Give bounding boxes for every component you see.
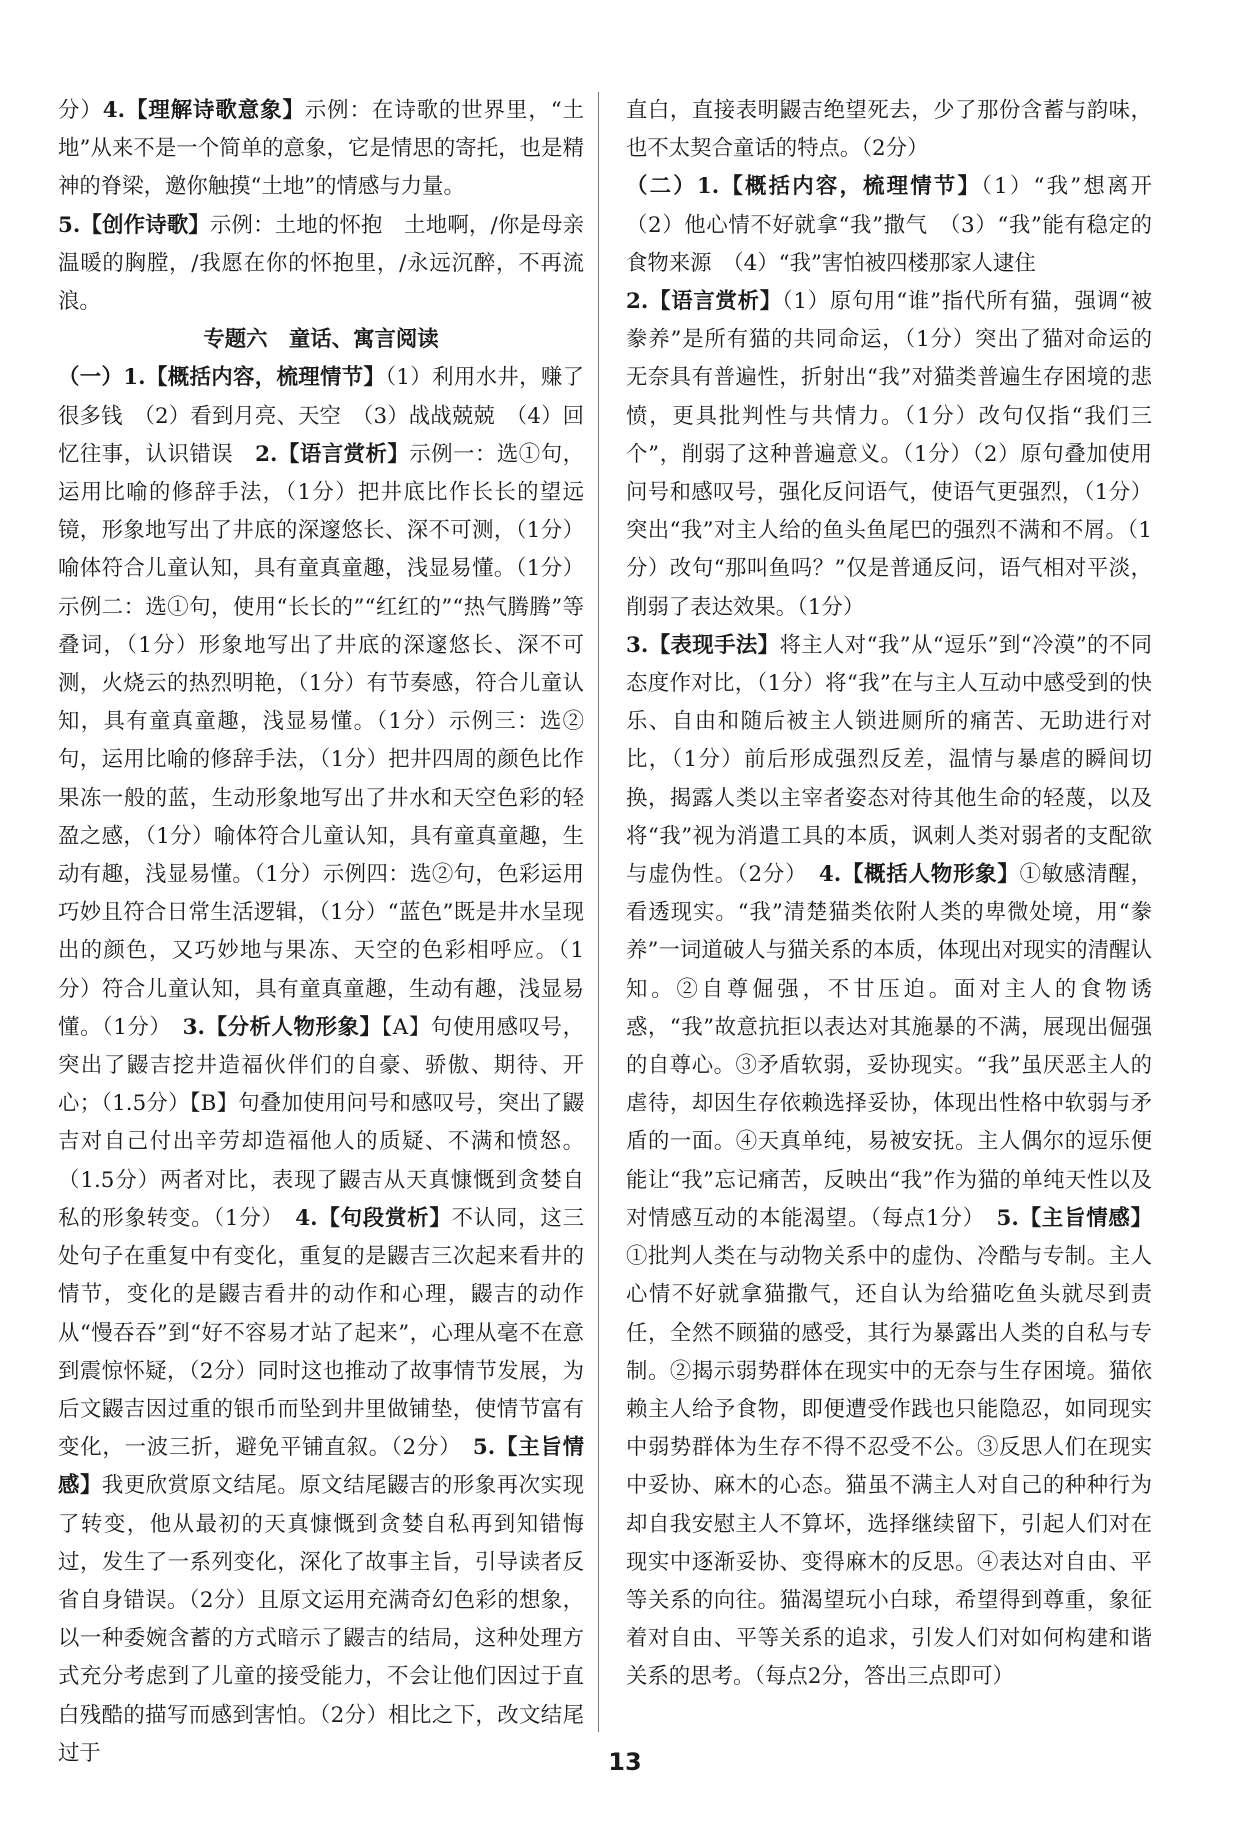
question-type-tag: 【理解诗歌意象】 <box>125 98 305 123</box>
question-number: 4. <box>102 98 126 123</box>
answer-text: 示例一：选①句，运用比喻的修辞手法，（1分）把井底比作长长的望远镜，形象地写出了井底的深邃悠长、深不可测，（1分）喻体符合儿童认知，具有童真童趣，浅显易懂。（1分）示例二：选①句，使用“长长的”“红红的”“热气腾腾”等叠词，（1分）形象地写出了井底的深邃悠长、深不可测，火烧云的热烈明艳，（1分）有节奏感，符合儿童认知，具有童真童趣，浅显易懂。（1分）示例三：选②句，运用比喻的修辞手法，（1分）把井四周的颜色比作果冻一般的蓝，生动形象地写出了井水和天空色彩的轻盈之感，（1分）喻体符合儿童认知，具有童真童趣，生动有趣，浅显易懂。（1分）示例四：选②句，色彩运用巧妙且符合日常生活逻辑，（1分）“蓝色”既是井水呈现出的颜色，又巧妙地与果冻、天空的色彩相呼应。（1分）符合儿童认知，具有童真童趣，生动有趣，浅显易懂。（1分） <box>58 441 584 1040</box>
question-number: 3. <box>182 1014 206 1040</box>
question-number: 5. <box>58 212 81 238</box>
question-type-tag: 【概括人物形象】 <box>841 862 1020 888</box>
section-title: 专题六 童话、寓言阅读 <box>203 327 439 353</box>
question-number: 4. <box>818 862 842 888</box>
left-paragraph-3 <box>58 359 584 1773</box>
answer-text: （1）原句用“谁”指代所有猫，强调“被豢养”是所有猫的共同命运，（1分）突出了猫对命运的无奈具有普遍性，折射出“我”对猫类普遍生存困境的悲愤，更具批判性与共情力。（1分）改句仅指“我们三个”，削弱了这种普遍意义。（1分）（2）原句叠加使用问号和感叹号，强化反问语气，使语气更强烈，（1分）突出“我”对主人给的鱼头鱼尾巴的强烈不满和不屑。（1分）改句“那叫鱼吗？”仅是普通反问，语气相对平淡，削弱了表达效果。（1分） <box>626 289 1152 620</box>
left-paragraph-2 <box>58 207 584 322</box>
question-type-tag: 【句段赏析】 <box>317 1205 452 1231</box>
right-paragraph-1: 直白，直接表明鼹吉绝望死去，少了那份含蓄与韵味，也不太契合童话的特点。（2分） <box>626 98 1152 162</box>
answer-text: ①批判人类在与动物关系中的虚伪、冷酷与专制。主人心情不好就拿猫撒气，还自认为给猫吃鱼头就尽到责任，全然不顾猫的感受，其行为暴露出人类的自私与专制。②揭示弱势群体在现实中的无奈与生存困境。猫依赖主人给予食物，即便遭受作践也只能隐忍，如同现实中弱势群体为生存不得不忍受不公。③反思人们在现实中妥协、麻木的心态。猫虽不满主人对自己的种种行为却自我安慰主人不算坏，选择继续留下，引起人们对在现实中逐渐妥协、变得麻木的反思。④表达对自由、平等关系的向往。猫渴望玩小白球，希望得到尊重，象征着对自由、平等关系的追求，引发人们对如何构建和谐关系的思考。（每点2分，答出三点即可） <box>626 1244 1152 1690</box>
question-number: 2. <box>255 441 278 467</box>
question-type-tag: 【主旨情感】 <box>58 1435 584 1499</box>
answer-text: 不认同，这三处句子在重复中有变化，重复的是鼹吉三次起来看井的情节，变化的是鼹吉看井的动作和心理，鼹吉的动作从“慢吞吞”到“好不容易才站了起来”，心理从毫不在意到震惊怀疑，（2分）同时这也推动了故事情节发展，为后文鼹吉因过重的银币而坠到井里做铺垫，使情节富有变化，一波三折，避免平铺直叙。（2分） <box>58 1205 584 1461</box>
page-number: 13 <box>608 1748 642 1776</box>
right-paragraph-2 <box>626 168 1174 283</box>
question-number: （二）1. <box>626 174 720 200</box>
question-type-tag: 【语言赏析】 <box>277 441 410 467</box>
answer-text: 示例：土地的怀抱 土地啊，/你是母亲温暖的胸膛，/我愿在你的怀抱里，/永远沉醉，不再流浪。 <box>58 212 584 315</box>
text-segment: 分） <box>58 98 103 123</box>
question-number: 2. <box>626 289 649 315</box>
question-type-tag: 【概括内容，梳理情节】 <box>719 174 982 200</box>
answer-text: 示例：在诗歌的世界里，“土地”从来不是一个简单的意象，它是情思的寄托，也是精神的脊梁，邀你触摸“土地”的情感与力量。 <box>58 98 584 200</box>
left-column <box>58 92 584 1773</box>
question-number: 3. <box>626 632 649 658</box>
right-column <box>626 92 1174 1697</box>
question-number: （一）1. <box>58 365 146 391</box>
left-paragraph-1 <box>58 92 584 207</box>
question-number: 4. <box>295 1205 318 1231</box>
answer-text: （1）“我”想离开 （2）他心情不好就拿“我”撒气 （3）“我”能有稳定的食物来源 （4）“我”害怕被四楼那家人逮住 <box>626 174 1174 276</box>
answer-text: 我更欣赏原文结尾。原文结尾鼹吉的形象再次实现了转变，他从最初的天真慷慨到贪婪自私再到知错悔过，发生了一系列变化，深化了故事主旨，引导读者反省自身错误。（2分）且原文运用充满奇幻色彩的想象，以一种委婉含蓄的方式暗示了鼹吉的结局，这种处理方式充分考虑到了儿童的接受能力，不会让他们因过于直白残酷的描写而感到害怕。（2分）相比之下，改文结尾过于 <box>58 1473 584 1766</box>
question-type-tag: 【创作诗歌】 <box>80 212 210 238</box>
right-paragraph-3 <box>626 283 1152 627</box>
question-number: 5. <box>996 1205 1019 1231</box>
answer-text: （1）利用水井，赚了很多钱 （2）看到月亮、天空 （3）战战兢兢 （4）回忆往事，认识错误 <box>58 365 584 467</box>
question-number: 5. <box>472 1435 496 1461</box>
answer-text: 将主人对“我”从“逗乐”到“冷漠”的不同态度作对比，（1分）将“我”在与主人互动中感受到的快乐、自由和随后被主人锁进厕所的痛苦、无助进行对比，（1分）前后形成强烈反差，温情与暴虐的瞬间切换，揭露人类以主宰者姿态对待其他生命的轻蔑，以及将“我”视为消遣工具的本质，讽刺人类对弱者的支配欲与虚伪性。（2分） <box>626 632 1152 888</box>
right-paragraph-4 <box>626 627 1152 1697</box>
answer-text: ①敏感清醒，看透现实。“我”清楚猫类依附人类的卑微处境，用“豢养”一词道破人与猫关系的本质，体现出对现实的清醒认知。②自尊倔强，不甘压迫。面对主人的食物诱惑，“我”故意抗拒以表达对其施暴的不满，展现出倔强的自尊心。③矛盾软弱，妥协现实。“我”虽厌恶主人的虐待，却因生存依赖选择妥协，体现出性格中软弱与矛盾的一面。④天真单纯，易被安抚。主人偶尔的逗乐便能让“我”忘记痛苦，反映出“我”作为猫的单纯天性以及对情感互动的本能渴望。（每点1分） <box>626 862 1152 1231</box>
question-type-tag: 【概括内容，梳理情节】 <box>145 365 386 391</box>
question-type-tag: 【表现手法】 <box>648 632 780 658</box>
column-divider <box>598 92 599 1732</box>
question-type-tag: 【语言赏析】 <box>648 289 782 315</box>
question-type-tag: 【主旨情感】 <box>1018 1205 1152 1231</box>
answer-text: 【A】句使用感叹号，突出了鼹吉挖井造福伙伴们的自豪、骄傲、期待、开心；（1.5分）【B】句叠加使用问号和感叹号，突出了鼹吉对自己付出辛劳却造福他人的质疑、不满和愤怒。（1.5分）两者对比，表现了鼹吉从天真慷慨到贪婪自私的形象转变。（1分） <box>58 1014 584 1231</box>
question-type-tag: 【分析人物形象】 <box>205 1014 382 1040</box>
